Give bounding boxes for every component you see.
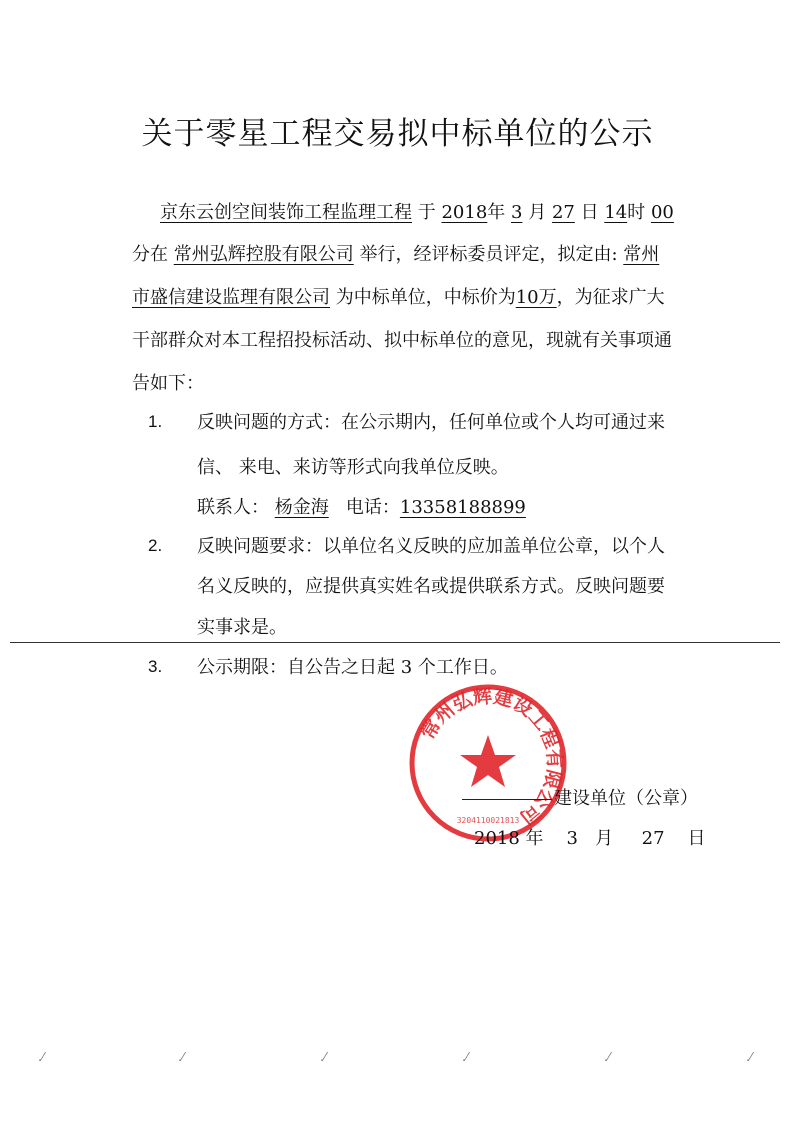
company-seal — [408, 683, 568, 843]
venue-name: 常州弘辉控股有限公司 — [173, 244, 354, 265]
sign-year-unit: 年 — [525, 828, 544, 849]
date-month: 3 — [511, 202, 523, 223]
text-after-price: ，为征求广大 — [556, 287, 665, 308]
sign-year: 2018 — [474, 828, 520, 849]
star-icon — [460, 735, 516, 787]
document-title: 关于零星工程交易拟中标单位的公示 — [141, 116, 654, 152]
bid-price: 10万 — [515, 287, 557, 308]
item-number: 2. — [148, 536, 163, 555]
hour-unit: 时 — [627, 202, 646, 223]
winner-name-part2: 市盛信建设监理有限公司 — [132, 287, 330, 308]
day-unit: 日 — [580, 202, 599, 223]
body-line-4: 干部群众对本工程招投标活动、拟中标单位的意见，现就有关事项通 — [132, 330, 672, 351]
contact-line — [197, 493, 526, 519]
time-minute: 00 — [650, 202, 674, 223]
date-day: 27 — [551, 202, 575, 223]
item-2-line-3: 实事求是。 — [197, 617, 287, 638]
body-line-1 — [160, 198, 674, 224]
contact-name: 杨金海 — [274, 497, 329, 518]
contact-label: 联系人： — [197, 497, 269, 518]
year-unit: 年 — [487, 202, 506, 223]
phone-number: 13358188899 — [399, 497, 526, 518]
month-unit: 月 — [528, 202, 547, 223]
project-name: 京东云创空间装饰工程监理工程 — [160, 202, 412, 223]
sign-day: 27 — [641, 828, 665, 849]
seal-text: 常州弘辉建设工程有限公司 — [416, 685, 566, 829]
sign-day-unit: 日 — [687, 828, 706, 849]
text-after-winner: 为中标单位，中标价为 — [335, 287, 516, 308]
phone-label: 电话： — [345, 497, 400, 518]
item-number: 1. — [148, 412, 163, 431]
page-divider — [10, 642, 780, 643]
text-after-venue: 举行，经评标委员评定，拟定由: — [359, 244, 618, 265]
winner-name-part1: 常州 — [623, 244, 660, 265]
date-year: 2018 — [441, 202, 488, 223]
document-page: 关于零星工程交易拟中标单位的公示 京东云创空间装饰工程监理工程 于 2018年 3 月 27 日 14时 00 分在 常州弘辉控股有限公司 举行，经评标委员评定，拟定由: 常州 市盛信建设监理有限公司 为中标单位，中标价为10万，为征求广大 干部群众对本工程招投标活动、拟中标单位的意见，现就有关事项通 告如下： 1. 反映问题的方式：在公示期内，任何单位或个人均可通过来 信、 来电、来访等形式向我单位反映。 联系人： 杨金海 电话：13358188899 2. 反映问题要求：以单位名义反映的应加盖单位公章，以个人 名义反映的，应提供真实姓名或提供联系方式。反映问题要 实事求是。 3. 公示期限：自公告之日起 3 个工作日。 常州弘辉建设工程有限公司 3204110021813 建设单位（公章） 2018 年 3 月 27 日 .⁄ .⁄ .⁄ .⁄ .⁄ .⁄ — [0, 0, 795, 1123]
issue-date — [474, 824, 705, 850]
sign-month: 3 — [566, 828, 578, 849]
seal-code: 3204110021813 — [456, 816, 520, 825]
time-hour: 14 — [604, 202, 628, 223]
body-line-3 — [132, 283, 665, 309]
item-2-line-2: 名义反映的，应提供真实姓名或提供联系方式。反映问题要 — [197, 576, 665, 597]
item-number: 3. — [148, 657, 163, 676]
body-line-2 — [132, 240, 659, 266]
signature-underline — [462, 799, 552, 800]
issuer-label: 建设单位（公章） — [554, 788, 698, 809]
item-1-line-1: 反映问题的方式：在公示期内，任何单位或个人均可通过来 — [197, 412, 665, 433]
item-1-line-2: 信、 来电、来访等形式向我单位反映。 — [197, 457, 509, 478]
text-yu: 于 — [417, 202, 436, 223]
body-line-5: 告如下： — [132, 373, 204, 394]
sign-month-unit: 月 — [595, 828, 614, 849]
text-fen-zai: 分在 — [132, 244, 168, 265]
item-3-line-1: 公示期限：自公告之日起 3 个工作日。 — [197, 657, 508, 678]
item-2-line-1: 反映问题要求：以单位名义反映的应加盖单位公章，以个人 — [197, 536, 665, 557]
